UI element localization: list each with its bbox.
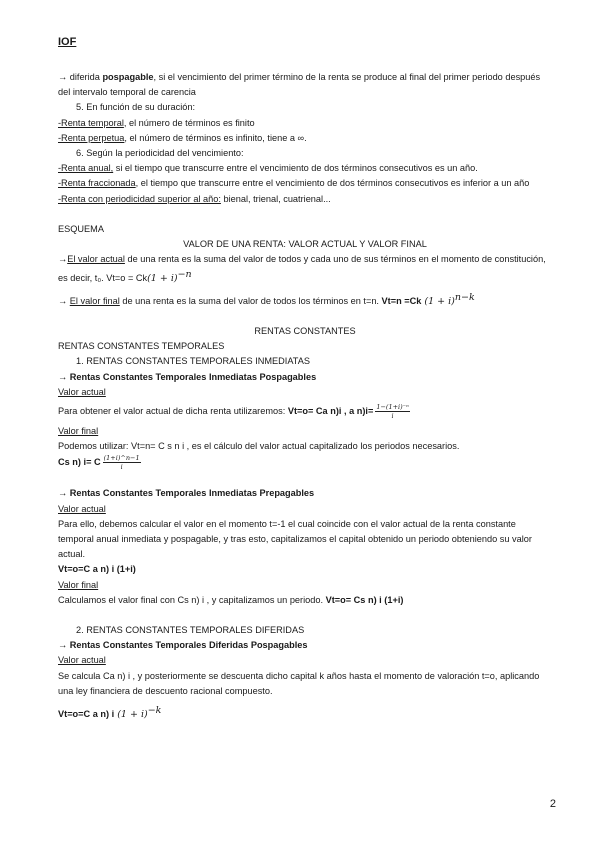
formula: (1 + i) [114, 709, 148, 721]
renta-fraccionada-line [58, 176, 552, 191]
formula-bold: Vt=o= Cs n) i (1+i) [325, 594, 404, 605]
section-5-title: 5. En función de su duración: [76, 102, 196, 113]
valor-final-text-2 [58, 593, 552, 608]
denominator: i [120, 463, 123, 472]
text: , el número de términos es infinito, tiene a ∞. [124, 132, 307, 143]
valor-actual-label-3: Valor actual [58, 655, 106, 666]
valor-actual-label: Valor actual [58, 386, 106, 397]
prepagables-title: → Rentas Constantes Temporales Inmediatas Prepagables [58, 488, 315, 499]
term: El valor final [69, 295, 120, 306]
fraction [103, 454, 141, 471]
renta-perpetua-line [58, 131, 552, 146]
arrow: → [58, 254, 68, 265]
valor-actual-formula-2: Vt=o=C a n) i (1+i) [58, 564, 136, 575]
exponent: −n [177, 269, 192, 281]
numerator: (1+i)^n−1 [103, 454, 140, 463]
page-number: 2 [549, 798, 556, 810]
text: si el tiempo que transcurre entre el vencimiento de dos términos consecutivos es un año. [113, 163, 478, 174]
valor-actual-text-2: Para ello, debemos calcular el valor en el momento t=-1 el cual coincide con el valor actual de la renta constante temporal anual inmediata y pospagable, y tras esto, capitalizamos el capital obtenido un periodo obteniendo su valor actual. [58, 518, 532, 560]
pospagables-title: → Rentas Constantes Temporales Inmediatas Pospagables [58, 371, 317, 382]
text: bienal, trienal, cuatrienal... [220, 193, 331, 204]
diferidas-pospagables-title: → Rentas Constantes Temporales Diferidas Pospagables [58, 640, 308, 651]
term: -Renta perpetua [58, 132, 125, 143]
formula-bold: Vt=o=C a n) i [58, 709, 115, 720]
exponent: n−k [454, 291, 475, 303]
document-body [58, 70, 552, 722]
term: -Renta anual, [58, 163, 114, 174]
text: , el tiempo que transcurre entre el vencimiento de dos términos consecutivos es inferior a un año [135, 178, 530, 189]
rcti-title: 1. RENTAS CONSTANTES TEMPORALES INMEDIATAS [76, 356, 310, 367]
renta-anual-line [58, 161, 552, 176]
rctd-title: 2. RENTAS CONSTANTES TEMPORALES DIFERIDAS [76, 625, 305, 636]
text: Para obtener el valor actual de dicha renta utilizaremos: [58, 405, 288, 416]
valor-actual-text-3: Se calcula Ca n) i , y posteriormente se descuenta dicho capital k años hasta el momento de valoración t=o, aplicando una ley financiera de descuento racional compuesto. [58, 670, 540, 696]
text: de una renta es la suma del valor de todos y cada uno de sus términos en el momento de constitución, es decir, t₀. Vt=o = Ck [58, 254, 546, 284]
term: -Renta temporal [58, 117, 124, 128]
esquema-title: VALOR DE UNA RENTA: VALOR ACTUAL Y VALOR FINAL [183, 239, 427, 250]
rct-title: RENTAS CONSTANTES TEMPORALES [58, 341, 225, 352]
valor-final-formula [58, 454, 552, 471]
paragraph-diferida-pospagable [58, 70, 552, 100]
document-header: IOF [58, 36, 77, 48]
valor-actual-text [58, 403, 552, 420]
valor-final-label-2: Valor final [58, 579, 99, 590]
text: , el número de términos es finito [123, 117, 255, 128]
valor-actual-label-2: Valor actual [58, 503, 106, 514]
text: Calculamos el valor final con Cs n) i , y capitalizamos un periodo. [58, 594, 326, 605]
formula-bold: Cs n) i= C [58, 457, 101, 468]
rentas-constantes-title: RENTAS CONSTANTES [254, 325, 356, 336]
numerator: 1−(1+i)⁻ⁿ [376, 402, 409, 411]
term: -Renta fraccionada [58, 178, 136, 189]
term: -Renta con periodicidad superior al año: [58, 193, 221, 204]
fraction [375, 403, 409, 420]
section-6-title: 6. Según la periodicidad del vencimiento: [76, 148, 244, 159]
formula-bold: Vt=n =Ck [381, 295, 422, 306]
valor-actual-formula-3 [58, 703, 552, 722]
text: de una renta es la suma del valor de todos los términos en t=n. [119, 295, 382, 306]
valor-actual-definition [58, 252, 552, 286]
formula-bold: Vt=o= Ca n)i , a n)i= [287, 405, 374, 416]
formula: (1 + i) [147, 273, 178, 285]
arrow: → [58, 295, 70, 306]
valor-final-definition [58, 290, 552, 309]
denominator: i [391, 411, 394, 420]
formula: (1 + i) [421, 295, 455, 307]
renta-temporal-line [58, 116, 552, 131]
valor-final-label: Valor final [58, 425, 99, 436]
valor-final-text: Podemos utilizar: Vt=n= C s n i , es el cálculo del valor actual capitalizado los periodos necesarios. [58, 441, 460, 452]
bold-term: pospagable [102, 72, 154, 82]
esquema-label: ESQUEMA [58, 223, 104, 234]
text: → diferida [58, 72, 103, 82]
exponent: −k [147, 705, 162, 717]
term: El valor actual [67, 254, 125, 265]
text: , si el vencimiento del primer término de la renta se produce al final del primer periodo después del intervalo temporal de carencia [58, 72, 541, 98]
renta-superior-line [58, 192, 552, 207]
